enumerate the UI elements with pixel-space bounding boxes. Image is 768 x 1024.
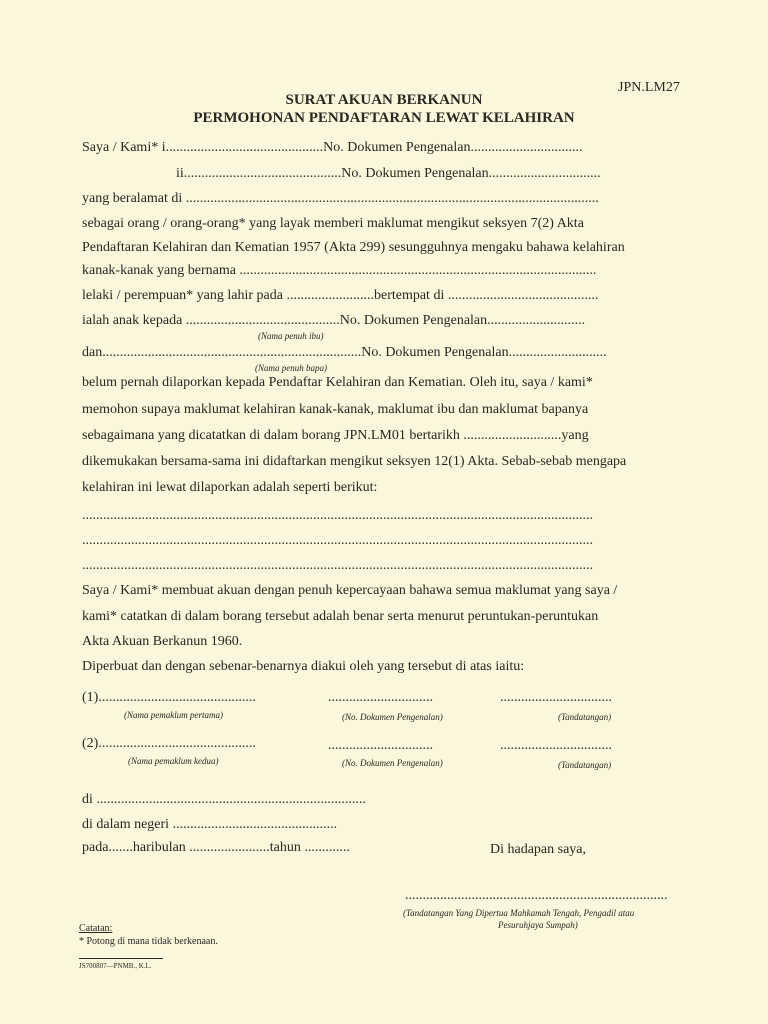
signer-2-name: (2)............................................. — [82, 736, 256, 751]
father-line: dan..........................................................................No. Dokumen Pengenalan............................ — [82, 345, 607, 360]
reason-dotted-line-1: .................................................................................................................................................. — [82, 508, 593, 523]
form-title: SURAT AKUAN BERKANUN — [285, 92, 483, 108]
declaration-line-1: Saya / Kami* membuat akuan dengan penuh kepercayaan bahawa semua maklumat yang saya / — [82, 583, 618, 598]
signer-2-doc-caption: (No. Dokumen Pengenalan) — [342, 758, 443, 768]
notes-text: * Potong di mana tidak berkenaan. — [79, 936, 218, 947]
place-date: pada.......haribulan .......................tahun ............. — [82, 840, 350, 855]
place-di: di ............................................................................. — [82, 792, 366, 807]
signer-1-signature: ................................ — [500, 690, 612, 705]
form-code: JPN.LM27 — [618, 80, 680, 95]
declarant-2-line: ii.............................................No. Dokumen Pengenalan................................ — [176, 166, 601, 181]
signer-1-doc: .............................. — [328, 690, 433, 705]
notes-label: Catatan: — [79, 923, 113, 934]
declaration-line-3: Akta Akuan Berkanun 1960. — [82, 634, 243, 649]
form-subtitle: PERMOHONAN PENDAFTARAN LEWAT KELAHIRAN — [193, 110, 575, 126]
address-line: yang beralamat di ...................................................................................................................... — [82, 191, 599, 206]
reason-para-line-5: kelahiran ini lewat dilaporkan adalah seperti berikut: — [82, 480, 378, 495]
father-caption: (Nama penuh bapa) — [255, 363, 327, 373]
mother-caption: (Nama penuh ibu) — [258, 331, 324, 341]
signer-2-signature-caption: (Tandatangan) — [558, 760, 612, 770]
reason-para-line-4: dikemukakan bersama-sama ini didaftarkan mengikut seksyen 12(1) Akta. Sebab-sebab mengapa — [82, 454, 627, 469]
signer-2-doc: .............................. — [328, 738, 433, 753]
declaration-line-4: Diperbuat dan dengan sebenar-benarnya diakui oleh yang tersebut di atas iaitu: — [82, 659, 525, 674]
statement-line-2: Pendaftaran Kelahiran dan Kematian 1957 (Akta 299) sesungguhnya mengaku bahawa kelahiran — [82, 240, 625, 255]
notes-divider — [79, 958, 163, 959]
before-me: Di hadapan saya, — [490, 842, 587, 857]
signer-2-name-caption: (Nama pemaklum kedua) — [128, 756, 219, 766]
signer-1-name: (1)............................................. — [82, 690, 256, 705]
child-name-line: kanak-kanak yang bernama ...................................................................................................... — [82, 263, 597, 278]
declarant-1-line: Saya / Kami* i.............................................No. Dokumen Pengenalan................................ — [82, 140, 583, 155]
declaration-line-2: kami* catatkan di dalam borang tersebut adalah benar serta menurut peruntukan-peruntukan — [82, 609, 599, 624]
statement-line-1: sebagai orang / orang-orang* yang layak memberi maklumat mengikut seksyen 7(2) Akta — [82, 216, 584, 231]
signer-1-signature-caption: (Tandatangan) — [558, 712, 612, 722]
gender-birth-line: lelaki / perempuan* yang lahir pada .........................bertempat di ........................................... — [82, 288, 599, 303]
signer-1-name-caption: (Nama pemaklum pertama) — [124, 710, 223, 720]
reason-para-line-2: memohon supaya maklumat kelahiran kanak-kanak, maklumat ibu dan maklumat bapanya — [82, 402, 589, 417]
mother-line: ialah anak kepada ............................................No. Dokumen Pengenalan............................ — [82, 313, 586, 328]
reason-dotted-line-3: .................................................................................................................................................. — [82, 558, 593, 573]
place-state: di dalam negeri ............................................... — [82, 817, 338, 832]
signer-2-signature: ................................ — [500, 738, 612, 753]
reason-para-line-1: belum pernah dilaporkan kepada Pendaftar Kelahiran dan Kematian. Oleh itu, saya / kami* — [82, 375, 593, 390]
reason-para-line-3: sebagaimana yang dicatatkan di dalam borang JPN.LM01 bertarikh ............................yang — [82, 428, 589, 443]
reason-dotted-line-2: .................................................................................................................................................. — [82, 533, 593, 548]
officer-caption-2: Pesuruhjaya Sumpah) — [498, 920, 578, 930]
officer-signature-line: ........................................................................... — [405, 888, 668, 903]
print-code: JS700807—PNMB., K.L. — [79, 962, 152, 970]
officer-caption-1: (Tandatangan Yang Dipertua Mahkamah Tengah, Pengadil atau — [403, 908, 635, 918]
signer-1-doc-caption: (No. Dokumen Pengenalan) — [342, 712, 443, 722]
